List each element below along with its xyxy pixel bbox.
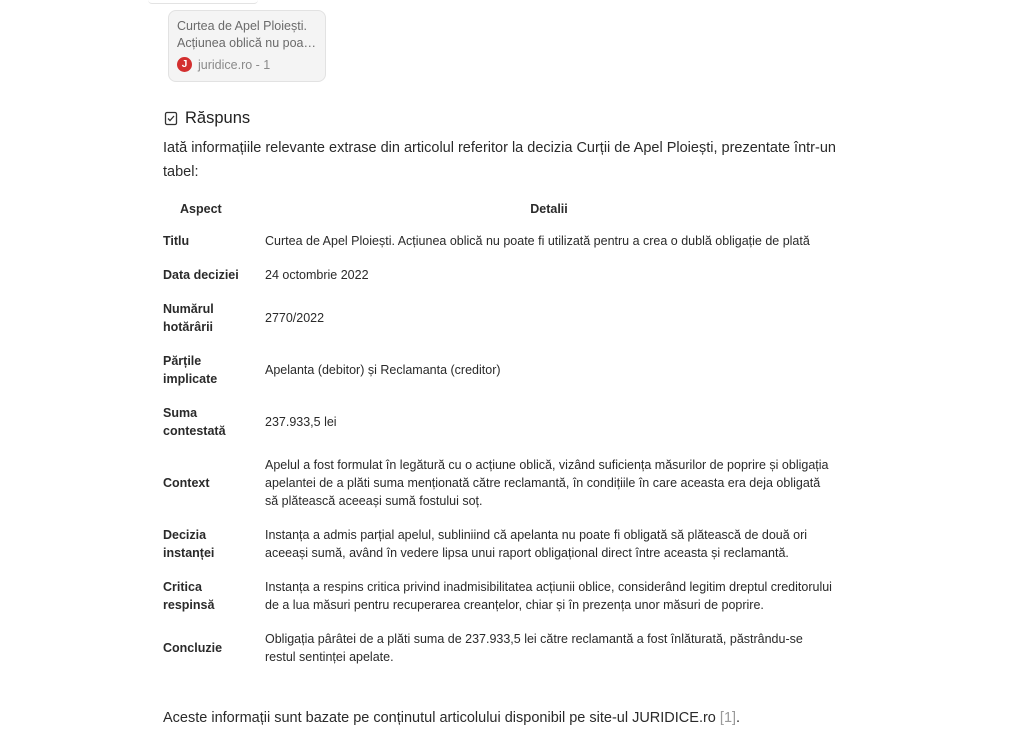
table-row	[156, 292, 840, 344]
row-details: 237.933,5 lei	[265, 415, 337, 429]
table-row	[156, 396, 840, 448]
header-details: Detalii	[530, 202, 568, 216]
answer-footer	[163, 710, 740, 726]
answer-intro: Iată informațiile relevante extrase din articolul referitor la decizia Curții de Apel Ploiești, prezentate într-un tabel:	[163, 140, 836, 180]
table-row	[156, 448, 840, 518]
row-aspect: Data deciziei	[163, 268, 239, 282]
row-details: Apelul a fost formulat în legătură cu o acțiune oblică, vizând suficiența măsurilor de poprire și obligația apelantei de a plăti suma menționată către reclamantă, în condițiile în care aceasta era deja obligată să plătească aceeași sumă fostului soț.	[265, 458, 829, 508]
row-details: Curtea de Apel Ploiești. Acțiunea oblică nu poate fi utilizată pentru a crea o dublă obligație de plată	[265, 234, 810, 248]
source-card-site: juridice.ro - 1	[198, 57, 271, 72]
row-details: Apelanta (debitor) și Reclamanta (creditor)	[265, 363, 501, 377]
table-row	[156, 224, 840, 258]
row-details: Obligația pârâtei de a plăti suma de 237.933,5 lei către reclamantă a fost înlăturată, păstrându-se restul sentinței apelate.	[265, 632, 803, 664]
info-table	[156, 194, 840, 674]
row-details: Instanța a respins critica privind inadmisibilitatea acțiunii oblice, considerând legitim dreptul creditorului de a lua măsuri pentru recuperarea creanțelor, chiar și în prezența unor măsuri de poprire.	[265, 580, 832, 612]
table-row	[156, 344, 840, 396]
table-row	[156, 258, 840, 292]
source-card-meta	[177, 57, 317, 72]
table-row	[156, 622, 840, 674]
table-header-row	[156, 194, 840, 224]
header-aspect: Aspect	[180, 202, 222, 216]
row-aspect: Numărul hotărârii	[163, 302, 214, 334]
footer-text: Aceste informații sunt bazate pe conținutul articolului disponibil pe site-ul JURIDICE.ro	[163, 710, 716, 726]
row-aspect: Părțile implicate	[163, 354, 218, 386]
answer-heading-label: Răspuns	[185, 109, 251, 127]
source-card-title: Curtea de Apel Ploiești. Acțiunea oblică nu poate	[177, 19, 314, 50]
previous-card-edge	[148, 0, 258, 4]
table-row	[156, 570, 840, 622]
row-aspect: Titlu	[163, 234, 190, 248]
row-aspect: Critica respinsă	[163, 580, 215, 612]
footer-period: .	[736, 710, 741, 726]
citation-link[interactable]: [1]	[719, 710, 737, 726]
answer-heading	[164, 109, 250, 128]
row-details: 2770/2022	[265, 311, 325, 325]
row-aspect: Context	[163, 476, 210, 490]
row-aspect: Suma contestată	[163, 406, 226, 438]
juridice-logo-icon: J	[177, 57, 192, 72]
row-aspect: Concluzie	[163, 641, 223, 655]
row-aspect: Decizia instanței	[163, 528, 215, 560]
table-row	[156, 518, 840, 570]
source-card[interactable]	[168, 10, 326, 82]
row-details: 24 octombrie 2022	[265, 268, 369, 282]
row-details: Instanța a admis parțial apelul, subliniind că apelanta nu poate fi obligată să plătească de două ori aceeași sumă, având în vedere lipsa unui raport obligațional direct între aceasta și reclamantă.	[265, 528, 808, 560]
checklist-icon	[164, 111, 178, 126]
